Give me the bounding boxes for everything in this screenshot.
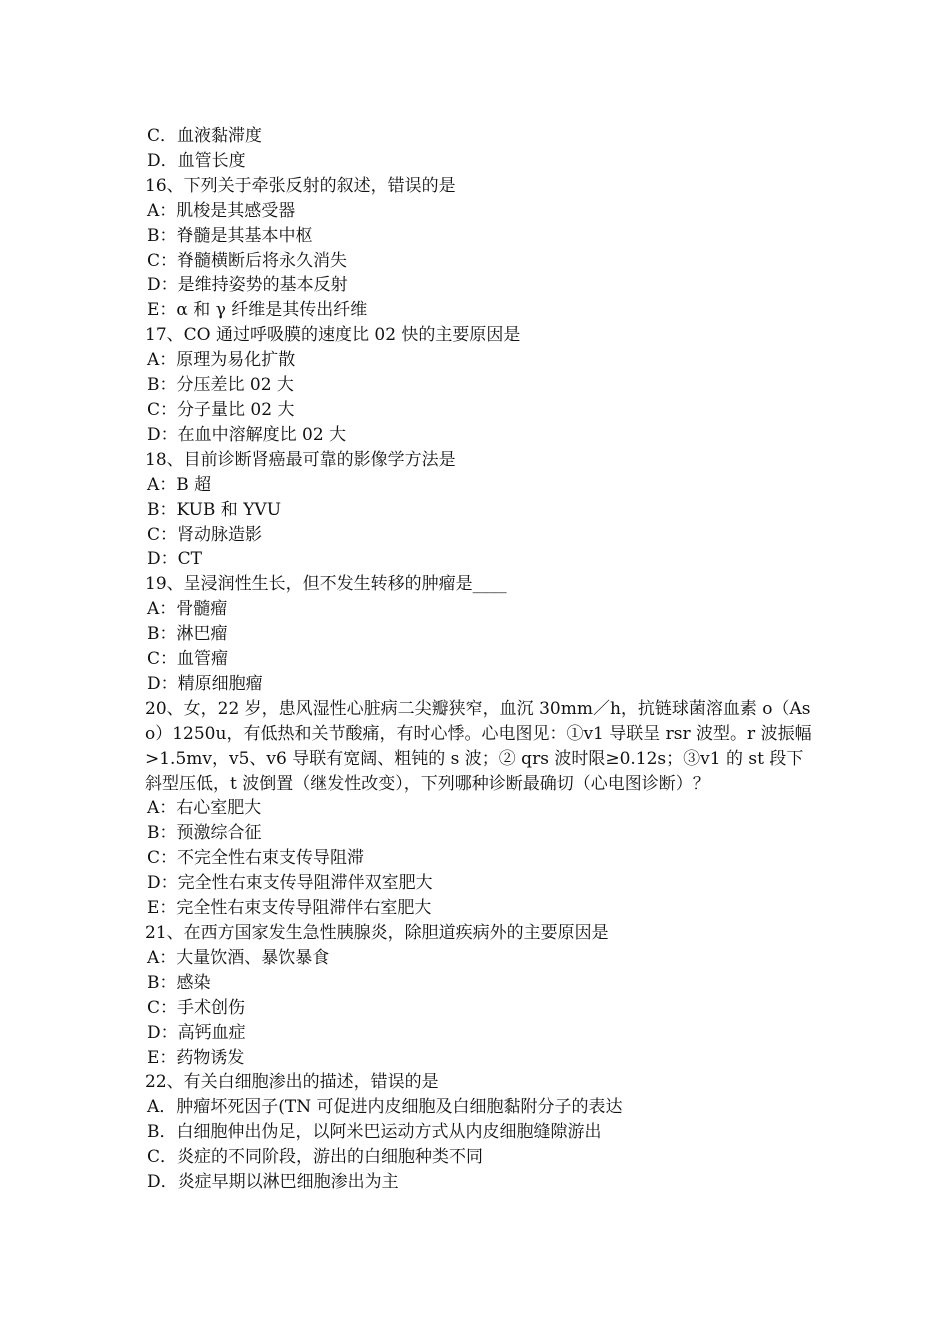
answer-option: B．白细胞伸出伪足，以阿米巴运动方式从内皮细胞缝隙游出 (147, 1122, 602, 1143)
answer-option: C．血液黏滞度 (147, 126, 263, 146)
answer-option: D．炎症早期以淋巴细胞渗出为主 (147, 1172, 399, 1193)
answer-option: A．肿瘤坏死因子(TN 可促进内皮细胞及白细胞黏附分子的表达 (147, 1097, 623, 1118)
answer-option: B：KUB 和 YVU (147, 499, 282, 520)
answer-option: A：原理为易化扩散 (147, 350, 296, 371)
answer-option: C：分子量比 02 大 (147, 399, 295, 420)
question-paragraph: 20、女，22 岁，患风湿性心脏病二尖瓣狭窄，血沉 30mm／h，抗链球菌溶血素 o（Aso）1250u，有低热和关节酸痛，有时心悸。心电图见：①v1 导联呈 rsr 波型。r 波振幅>1.5mv，v5、v6 导联有宽阔、粗钝的 s 波；② qrs 波时限≥0.12s；③v1 的 st 段下斜型压低，t 波倒置（继发性改变），下列哪种诊断最确切（心电图诊断）？ (145, 698, 812, 794)
answer-option: D：是维持姿势的基本反射 (147, 275, 348, 296)
answer-option: D：CT (147, 549, 202, 570)
question-line: 16、下列关于牵张反射的叙述，错误的是 (145, 175, 456, 196)
question-line: 22、有关白细胞渗出的描述，错误的是 (145, 1072, 439, 1093)
answer-option: A：肌梭是其感受器 (147, 200, 296, 221)
answer-option: A：B 超 (147, 474, 212, 495)
answer-option: A：大量饮酒、暴饮暴食 (147, 947, 330, 968)
answer-option: B：脊髓是其基本中枢 (147, 225, 313, 246)
answer-option: C：手术创伤 (147, 997, 246, 1018)
answer-option: C：肾动脉造影 (147, 524, 263, 545)
answer-option: D：精原细胞瘤 (147, 673, 263, 694)
answer-option: B：分压差比 02 大 (147, 375, 294, 396)
answer-option: B：淋巴瘤 (147, 624, 228, 645)
answer-option: C：不完全性右束支传导阻滞 (147, 848, 365, 869)
question-line: 17、CO 通过呼吸膜的速度比 02 快的主要原因是 (145, 325, 521, 346)
question-line: 19、呈浸润性生长，但不发生转移的肿瘤是____ (145, 574, 507, 595)
answer-option: E：α 和 γ 纤维是其传出纤维 (147, 300, 368, 321)
answer-option: E：药物诱发 (147, 1047, 245, 1068)
question-line: 18、目前诊断肾癌最可靠的影像学方法是 (145, 449, 456, 470)
answer-option: D：完全性右束支传导阻滞伴双室肥大 (147, 873, 433, 894)
answer-option: E：完全性右束支传导阻滞伴右室肥大 (147, 898, 432, 919)
answer-option: D：在血中溶解度比 02 大 (147, 424, 347, 445)
answer-option: D．血管长度 (147, 150, 246, 171)
answer-option: B：预激综合征 (147, 823, 262, 844)
answer-option: A：右心室肥大 (147, 798, 262, 819)
answer-option: C．炎症的不同阶段，游出的白细胞种类不同 (147, 1147, 484, 1168)
answer-option: C：血管瘤 (147, 649, 229, 670)
document-body (145, 124, 815, 1195)
answer-option: A：骨髓瘤 (147, 599, 228, 620)
answer-option: D：高钙血症 (147, 1022, 246, 1043)
answer-option: C：脊髓横断后将永久消失 (147, 250, 348, 271)
question-line: 21、在西方国家发生急性胰腺炎，除胆道疾病外的主要原因是 (145, 923, 609, 943)
answer-option: B：感染 (147, 972, 211, 993)
